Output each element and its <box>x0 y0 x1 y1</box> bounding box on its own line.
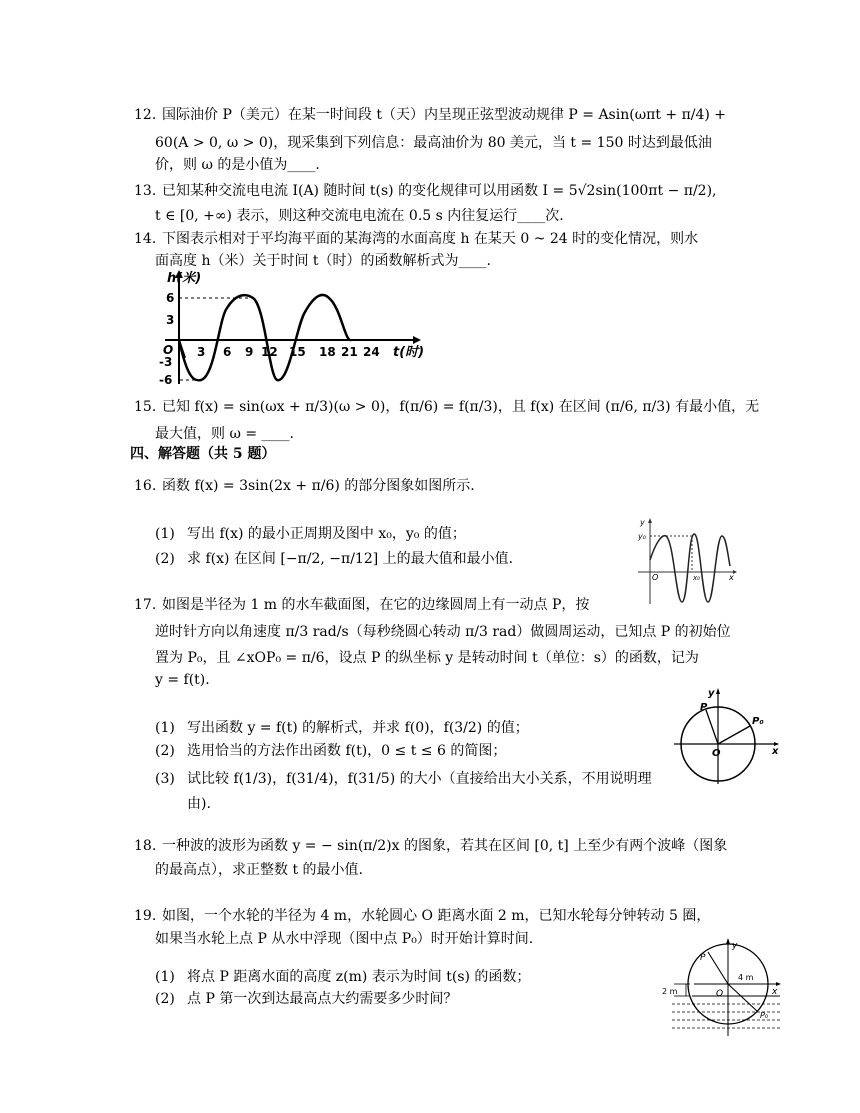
q14-number: 14. <box>134 231 157 247</box>
q19-fig-y: y <box>732 941 738 951</box>
q17-fig-p: P <box>700 702 708 713</box>
q16-part1: 写出 f(x) 的最小正周期及图中 x₀，y₀ 的值； <box>187 526 466 542</box>
q14-line2: 面高度 h（米）关于时间 t（时）的函数解析式为____. <box>155 253 491 269</box>
q12-number: 12. <box>134 107 157 123</box>
q14-line1: 下图表示相对于平均海平面的某海湾的水面高度 h 在某天 0 ~ 24 时的变化情况，则水 <box>162 231 699 247</box>
section-heading: 四、解答题（共 5 题） <box>130 446 276 462</box>
q16-stem: 函数 f(x) = 3sin(2x + π/6) 的部分图象如图所示. <box>162 478 475 494</box>
q19-part2: 点 P 第一次到达最高点大约需要多少时间？ <box>187 991 458 1007</box>
q17-fig-p0: P₀ <box>752 716 764 727</box>
q16-part1-number: (1) <box>155 526 175 542</box>
q19-part1: 将点 P 距离水面的高度 z(m) 表示为时间 t(s) 的函数； <box>187 969 531 985</box>
q15-line1: 已知 f(x) = sin(ωx + π/3)(ω > 0)，f(π/6) = f(π/3)，且 f(x) 在区间 (π/6, π/3) 有最小值，无 <box>162 399 760 415</box>
q14-xtick-9: 9 <box>245 345 254 359</box>
q14-ylabel: h(米) <box>167 271 202 286</box>
q16-fig-x: x <box>729 573 734 582</box>
q17-part2-number: (2) <box>155 743 175 759</box>
q19-fig-p: P <box>700 953 706 963</box>
q16-fig-y: y <box>640 518 645 527</box>
q19-fig-x: x <box>772 987 778 997</box>
q16-fig-y0: y₀ <box>638 532 646 541</box>
q19-fig-p0: P₀ <box>760 1011 769 1020</box>
q17-part1-number: (1) <box>155 720 175 736</box>
q12-line2: 60(A > 0, ω > 0)，现采集到下列信息：最高油价为 80 美元，当 t = 150 时达到最低油 <box>155 135 712 151</box>
q19-line1: 如图，一个水轮的半径为 4 m，水轮圆心 O 距离水面 2 m，已知水轮每分钟转动 5 圈， <box>162 908 711 924</box>
q19-waterwheel-figure <box>662 936 784 1040</box>
q17-line2: 逆时针方向以角速度 π/3 rad/s（每秒绕圆心转动 π/3 rad）做圆周运动，已知点 P 的初始位 <box>155 624 731 640</box>
q14-xlabel: t(时) <box>393 345 425 360</box>
q17-fig-x: x <box>772 746 779 757</box>
q19-part2-number: (2) <box>155 991 175 1007</box>
q16-sine-figure <box>636 516 740 606</box>
q18-number: 18. <box>134 838 157 854</box>
q16-part2: 求 f(x) 在区间 [−π/2, −π/12] 上的最大值和最小值. <box>187 551 514 567</box>
q14-xtick-18: 18 <box>319 345 336 359</box>
q19-number: 19. <box>134 908 157 924</box>
q18-line2: 的最高点），求正整数 t 的最小值. <box>155 862 363 878</box>
q13-number: 13. <box>134 183 157 199</box>
q14-xtick-21: 21 <box>341 345 358 359</box>
q19-fig-origin: O <box>716 989 724 999</box>
q14-ytick-neg6: -6 <box>159 373 173 387</box>
q17-line1: 如图是半径为 1 m 的水车截面图，在它的边缘圆周上有一动点 P，按 <box>162 597 590 613</box>
q14-xtick-15: 15 <box>289 345 306 359</box>
q17-part3-number: (3) <box>155 771 175 787</box>
q16-part2-number: (2) <box>155 551 175 567</box>
q17-part3: 试比较 f(1/3)，f(31/4)，f(31/5) 的大小（直接给出大小关系，不用说明理 <box>187 771 652 787</box>
q14-tide-graph <box>155 268 425 388</box>
q17-line4: y = f(t). <box>155 672 210 688</box>
q17-part3-cont: 由). <box>187 796 211 812</box>
q17-wheel-figure <box>670 686 782 786</box>
q14-xtick-24: 24 <box>363 345 380 359</box>
q19-part1-number: (1) <box>155 969 175 985</box>
q13-line2: t ∈ [0, +∞) 表示，则这种交流电电流在 0.5 s 内往复运行____次. <box>155 208 564 224</box>
q19-fig-radius: 4 m <box>738 973 754 982</box>
q18-line1: 一种波的波形为函数 y = − sin(π/2)x 的图象，若其在区间 [0, t] 上至少有两个波峰（图象 <box>162 838 728 854</box>
q17-part1: 写出函数 y = f(t) 的解析式，并求 f(0)，f(3/2) 的值； <box>187 720 529 736</box>
q14-ytick-6: 6 <box>166 291 175 305</box>
q19-fig-2m: 2 m <box>662 987 678 996</box>
q15-line2: 最大值，则 ω = ____. <box>155 426 294 442</box>
q14-xtick-3: 3 <box>197 345 206 359</box>
q14-ytick-3: 3 <box>166 313 175 327</box>
q12-line1: 国际油价 P（美元）在某一时间段 t（天）内呈现正弦型波动规律 P = Asin(ωπt + π/4) + <box>162 107 727 123</box>
q16-fig-x0: x₀ <box>693 574 700 582</box>
q17-number: 17. <box>134 597 157 613</box>
q12-line3: 价，则 ω 的是小值为____. <box>155 157 320 173</box>
q16-fig-origin: O <box>652 573 659 582</box>
q17-fig-y: y <box>708 688 715 699</box>
q14-xtick-12: 12 <box>261 345 278 359</box>
q14-origin: O <box>163 343 174 357</box>
q16-number: 16. <box>134 478 157 494</box>
q17-fig-origin: O <box>712 748 721 759</box>
q14-xtick-6: 6 <box>223 345 232 359</box>
q15-number: 15. <box>134 399 157 415</box>
q19-line2: 如果当水轮上点 P 从水中浮现（图中点 P₀）时开始计算时间. <box>155 931 534 947</box>
q17-line3: 置为 P₀，且 ∠xOP₀ = π/6，设点 P 的纵坐标 y 是转动时间 t（单位：s）的函数，记为 <box>155 650 699 666</box>
q13-line1: 已知某种交流电电流 I(A) 随时间 t(s) 的变化规律可以用函数 I = 5√2sin(100πt − π/2), <box>162 183 717 199</box>
q17-part2: 选用恰当的方法作出函数 f(t)，0 ≤ t ≤ 6 的简图； <box>187 743 507 759</box>
q14-ytick-neg3: -3 <box>159 355 173 369</box>
